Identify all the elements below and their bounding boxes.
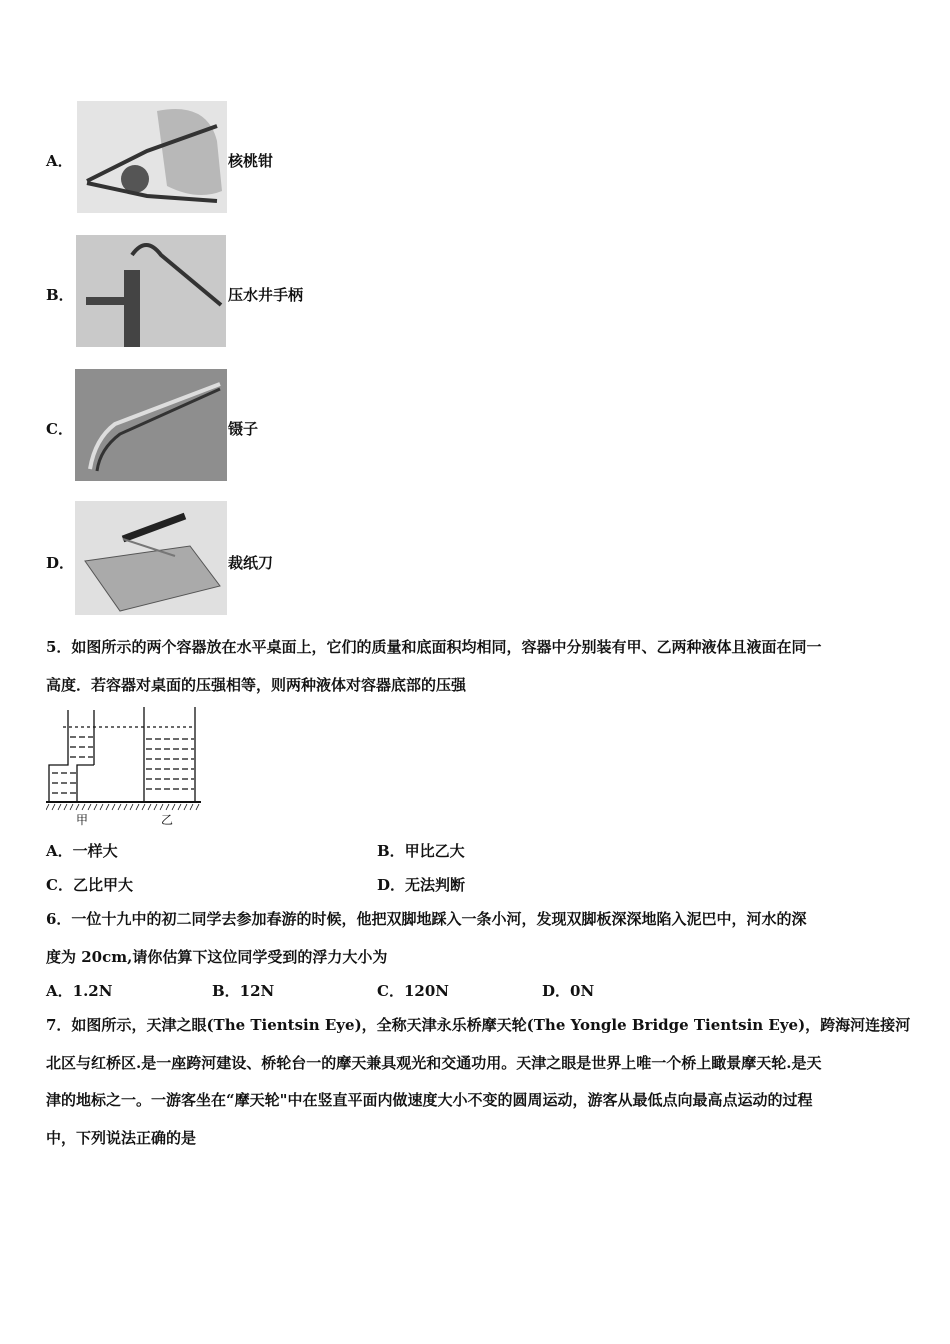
- option-label-d: 裁纸刀: [228, 554, 274, 572]
- tweezers-image: [75, 369, 227, 481]
- q5-line-1: 5．如图所示的两个容器放在水平桌面上，它们的质量和底面积均相同，容器中分别装有甲、乙两种液体且液面在同一: [46, 638, 822, 656]
- figure-label-jia: 甲: [76, 813, 89, 827]
- q5-option-c: C．乙比甲大: [46, 876, 133, 894]
- q6-option-c: C．120N: [377, 982, 449, 1000]
- q7-line-2: 北区与红桥区.是一座跨河建设、桥轮台一的摩天兼具观光和交通功用。天津之眼是世界上唯一个桥上瞰景摩天轮.是天: [46, 1054, 822, 1072]
- q7-line-4: 中，下列说法正确的是: [46, 1129, 197, 1147]
- q6-option-d: D．0N: [542, 982, 595, 1000]
- q5-option-b: B．甲比乙大: [377, 842, 465, 860]
- option-letter-c: C．: [46, 420, 73, 438]
- option-letter-a: A．: [46, 152, 73, 170]
- q6-option-a: A．1.2N: [46, 982, 113, 1000]
- option-label-c: 镊子: [228, 420, 259, 438]
- water-pump-image: [76, 235, 226, 347]
- q7-line-3: 津的地标之一。一游客坐在“摩天轮"中在竖直平面内做速度大小不变的圆周运动，游客从最低点向最高点运动的过程: [46, 1091, 813, 1109]
- option-label-b: 压水井手柄: [228, 286, 304, 304]
- q5-option-a: A．一样大: [46, 842, 118, 860]
- q7-line-1: 7．如图所示，天津之眼(The Tientsin Eye)，全称天津永乐桥摩天轮(The Yongle Bridge Tientsin Eye)，跨海河连接河: [46, 1016, 911, 1034]
- option-letter-d: D．: [46, 554, 75, 572]
- containers-diagram: [46, 705, 206, 830]
- option-label-a: 核桃钳: [228, 152, 274, 170]
- q5-option-d: D．无法判断: [377, 876, 466, 894]
- q5-line-2: 高度．若容器对桌面的压强相等，则两种液体对容器底部的压强: [46, 676, 467, 694]
- q6-option-b: B．12N: [212, 982, 275, 1000]
- figure-label-yi: 乙: [161, 813, 174, 827]
- option-letter-b: B．: [46, 286, 74, 304]
- nutcracker-image: [77, 101, 227, 213]
- q6-line-2: 度为 20cm,请你估算下这位同学受到的浮力大小为: [46, 948, 388, 966]
- q6-line-1: 6．一位十九中的初二同学去参加春游的时候，他把双脚地踩入一条小河，发现双脚板深深地陷入泥巴中，河水的深: [46, 910, 807, 928]
- paper-cutter-image: [75, 501, 227, 615]
